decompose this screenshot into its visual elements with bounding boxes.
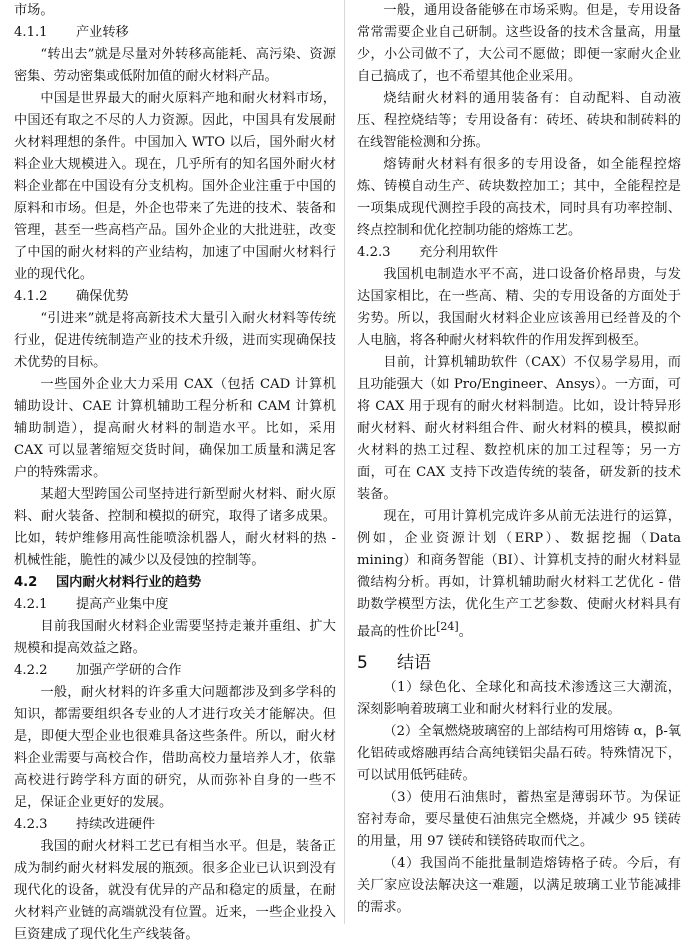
section-heading-5 <box>357 652 681 674</box>
section-title: 产业转移 <box>76 25 129 40</box>
section-number: 4.2 <box>14 575 38 590</box>
section-heading-4-2 <box>14 572 336 594</box>
paragraph: 烧结耐火材料的通用装备有：自动配料、自动液压、程控烧结等；专用设备有：砖坯、砖块和制砖料的在线智能检测和分拣。 <box>357 91 681 150</box>
conclusion-item: （1）绿色化、全球化和高技术渗透这三大潮流，深刻影响着玻璃工业和耐火材料行业的发展。 <box>357 680 681 718</box>
column-divider <box>344 0 345 924</box>
paragraph: 我国机电制造水平不高，进口设备价格昂贵，与发达国家相比，在一些高、精、尖的专用设备的方面处于劣势。所以，我国耐火材料企业应该善用已经普及的个人电脑，将各种耐火材料软件的作用发挥到极至。 <box>357 267 681 348</box>
section-title: 结语 <box>397 653 431 674</box>
paragraph: 我国的耐火材料工艺已有相当水平。但是，装备正成为制约耐火材料发展的瓶颈。很多企业已认识到没有现代化的设备，就没有优异的产品和稳定的质量，在耐火材料产业链的高端就没有位置。近来，一些企业投入巨资建成了现代化生产线装备。 <box>14 839 336 942</box>
section-title: 确保优势 <box>76 289 129 304</box>
section-title: 充分利用软件 <box>419 245 499 260</box>
section-title: 国内耐火材料行业的趋势 <box>56 575 202 590</box>
right-column <box>357 0 681 924</box>
section-title: 提高产业集中度 <box>76 597 169 612</box>
conclusion-item: （4）我国尚不能批量制造熔铸格子砖。今后，有关厂家应设法解决这一难题，以满足玻璃工业节能减排的需求。 <box>357 856 681 916</box>
paragraph-text: 现在，可用计算机完成许多从前无法进行的运算，例如，企业资源计划（ERP）、数据挖掘（Data mining）和商务智能（BI）、计算机支持的耐火材料显微结构分析。再如，计算机辅助耐火材料工艺优化 - 借助数学模型方法，优化生产工艺参数、使耐火材料具有最高的性价比 <box>357 509 681 640</box>
paragraph: 中国是世界最大的耐火原料产地和耐火材料市场，中国还有取之不尽的人力资源。因此，中国具有发展耐火材料理想的条件。中国加入 WTO 以后，国外耐火材料企业大规模进入。现在，几乎所有的知名国外耐火材料企业都在中国设有分支机构。国外企业注重于中国的原料和市场。但是，外企也带来了先进的技术、装备和管理，甚至一些高档产品。国外企业的大批进驻，改变了中国的耐火材料的产业结构，加速了中国耐火材料行业的现代化。 <box>14 91 336 282</box>
citation-ref: [24] <box>436 620 459 633</box>
section-heading-4-2-3-software <box>357 242 681 264</box>
section-heading-4-2-3 <box>14 814 336 836</box>
section-number: 4.1.1 <box>14 25 48 40</box>
section-number: 4.2.3 <box>357 245 391 260</box>
section-number: 4.2.3 <box>14 817 48 832</box>
section-title: 加强产学研的合作 <box>76 663 182 678</box>
paragraph: 一般，耐火材料的许多重大问题都涉及到多学科的知识，都需要组织各专业的人才进行攻关才能解决。但是，即便大型企业也很难具备这些条件。所以，耐火材料企业需要与高校合作，借助高校力量培养人才，依靠高校进行跨学科方面的研究，从而弥补自身的一些不足，保证企业更好的发展。 <box>14 685 336 810</box>
section-heading-4-2-1 <box>14 594 336 616</box>
paragraph: “引进来”就是将高新技术大量引入耐火材料等传统行业，促进传统制造产业的技术升级，进而实现确保技术优势的目标。 <box>14 311 336 370</box>
section-number: 4.2.2 <box>14 663 48 678</box>
conclusion-item: （3）使用石油焦时，蓄热室是薄弱环节。为保证窑衬寿命，要尽量使石油焦完全燃烧，并减少 95 镁砖的用量，用 97 镁砖和镁铬砖取而代之。 <box>357 790 681 850</box>
paragraph: 目前，计算机辅助软件（CAX）不仅易学易用，而且功能强大（如 Pro/Engineer、Ansys）。一方面，可将 CAX 用于现有的耐火材料制造。比如，设计特异形耐火材料、耐火材料组合件、耐火材料的模具，模拟耐火材料的热工过程、数控机床的加工过程等；另一方面，可在 CAX 支持下改造传统的装备，研发新的技术装备。 <box>357 355 681 502</box>
paragraph: “转出去”就是尽量对外转移高能耗、高污染、资源密集、劳动密集或低附加值的耐火材料产品。 <box>14 47 336 84</box>
paragraph-continued: 市场。 <box>14 3 54 18</box>
section-heading-4-2-2 <box>14 660 336 682</box>
section-number: 4.1.2 <box>14 289 48 304</box>
section-heading-4-1-1 <box>14 22 336 44</box>
section-number: 4.2.1 <box>14 597 48 612</box>
paragraph-with-citation <box>357 506 681 643</box>
paragraph: 熔铸耐火材料有很多的专用设备，如全能程控熔炼、铸模自动生产、砖块数控加工；其中，全能程控是一项集成现代测控手段的高技术，同时具有功率控制、终点控制和优化控制功能的熔炼工艺。 <box>357 157 681 238</box>
paragraph: 某超大型跨国公司坚持进行新型耐火材料、耐火原料、耐火装备、控制和模拟的研究，取得了诸多成果。比如，转炉维修用高性能喷涂机器人，耐火材料的热 - 机械性能，脆性的减少以及侵蚀的控制等。 <box>14 487 336 568</box>
section-title: 持续改进硬件 <box>76 817 156 832</box>
section-heading-4-1-2 <box>14 286 336 308</box>
paragraph: 一些国外企业大力采用 CAX（包括 CAD 计算机辅助设计、CAE 计算机辅助工程分析和 CAM 计算机辅助制造），提高耐火材料的制造水平。比如，采用 CAX 可以显著缩短交货时间，确保加工质量和满足客户的特殊需求。 <box>14 377 336 480</box>
paragraph: 目前我国耐火材料企业需要坚持走兼并重组、扩大规模和提高效益之路。 <box>14 619 336 656</box>
conclusion-item: （2）全氧燃烧玻璃窑的上部结构可用熔铸 α，β-氧化铝砖或熔融再结合高纯镁铝尖晶石砖。特殊情况下，可以试用低钙硅砖。 <box>357 724 681 784</box>
paragraph: 一般，通用设备能够在市场采购。但是，专用设备常常需要企业自己研制。这些设备的技术含量高，用量少，小公司做不了，大公司不愿做；即便一家耐火企业自己搞成了，也不希望其他企业采用。 <box>357 3 681 84</box>
left-column <box>14 0 336 942</box>
section-number: 5 <box>357 653 368 674</box>
paragraph-end: 。 <box>458 624 472 640</box>
